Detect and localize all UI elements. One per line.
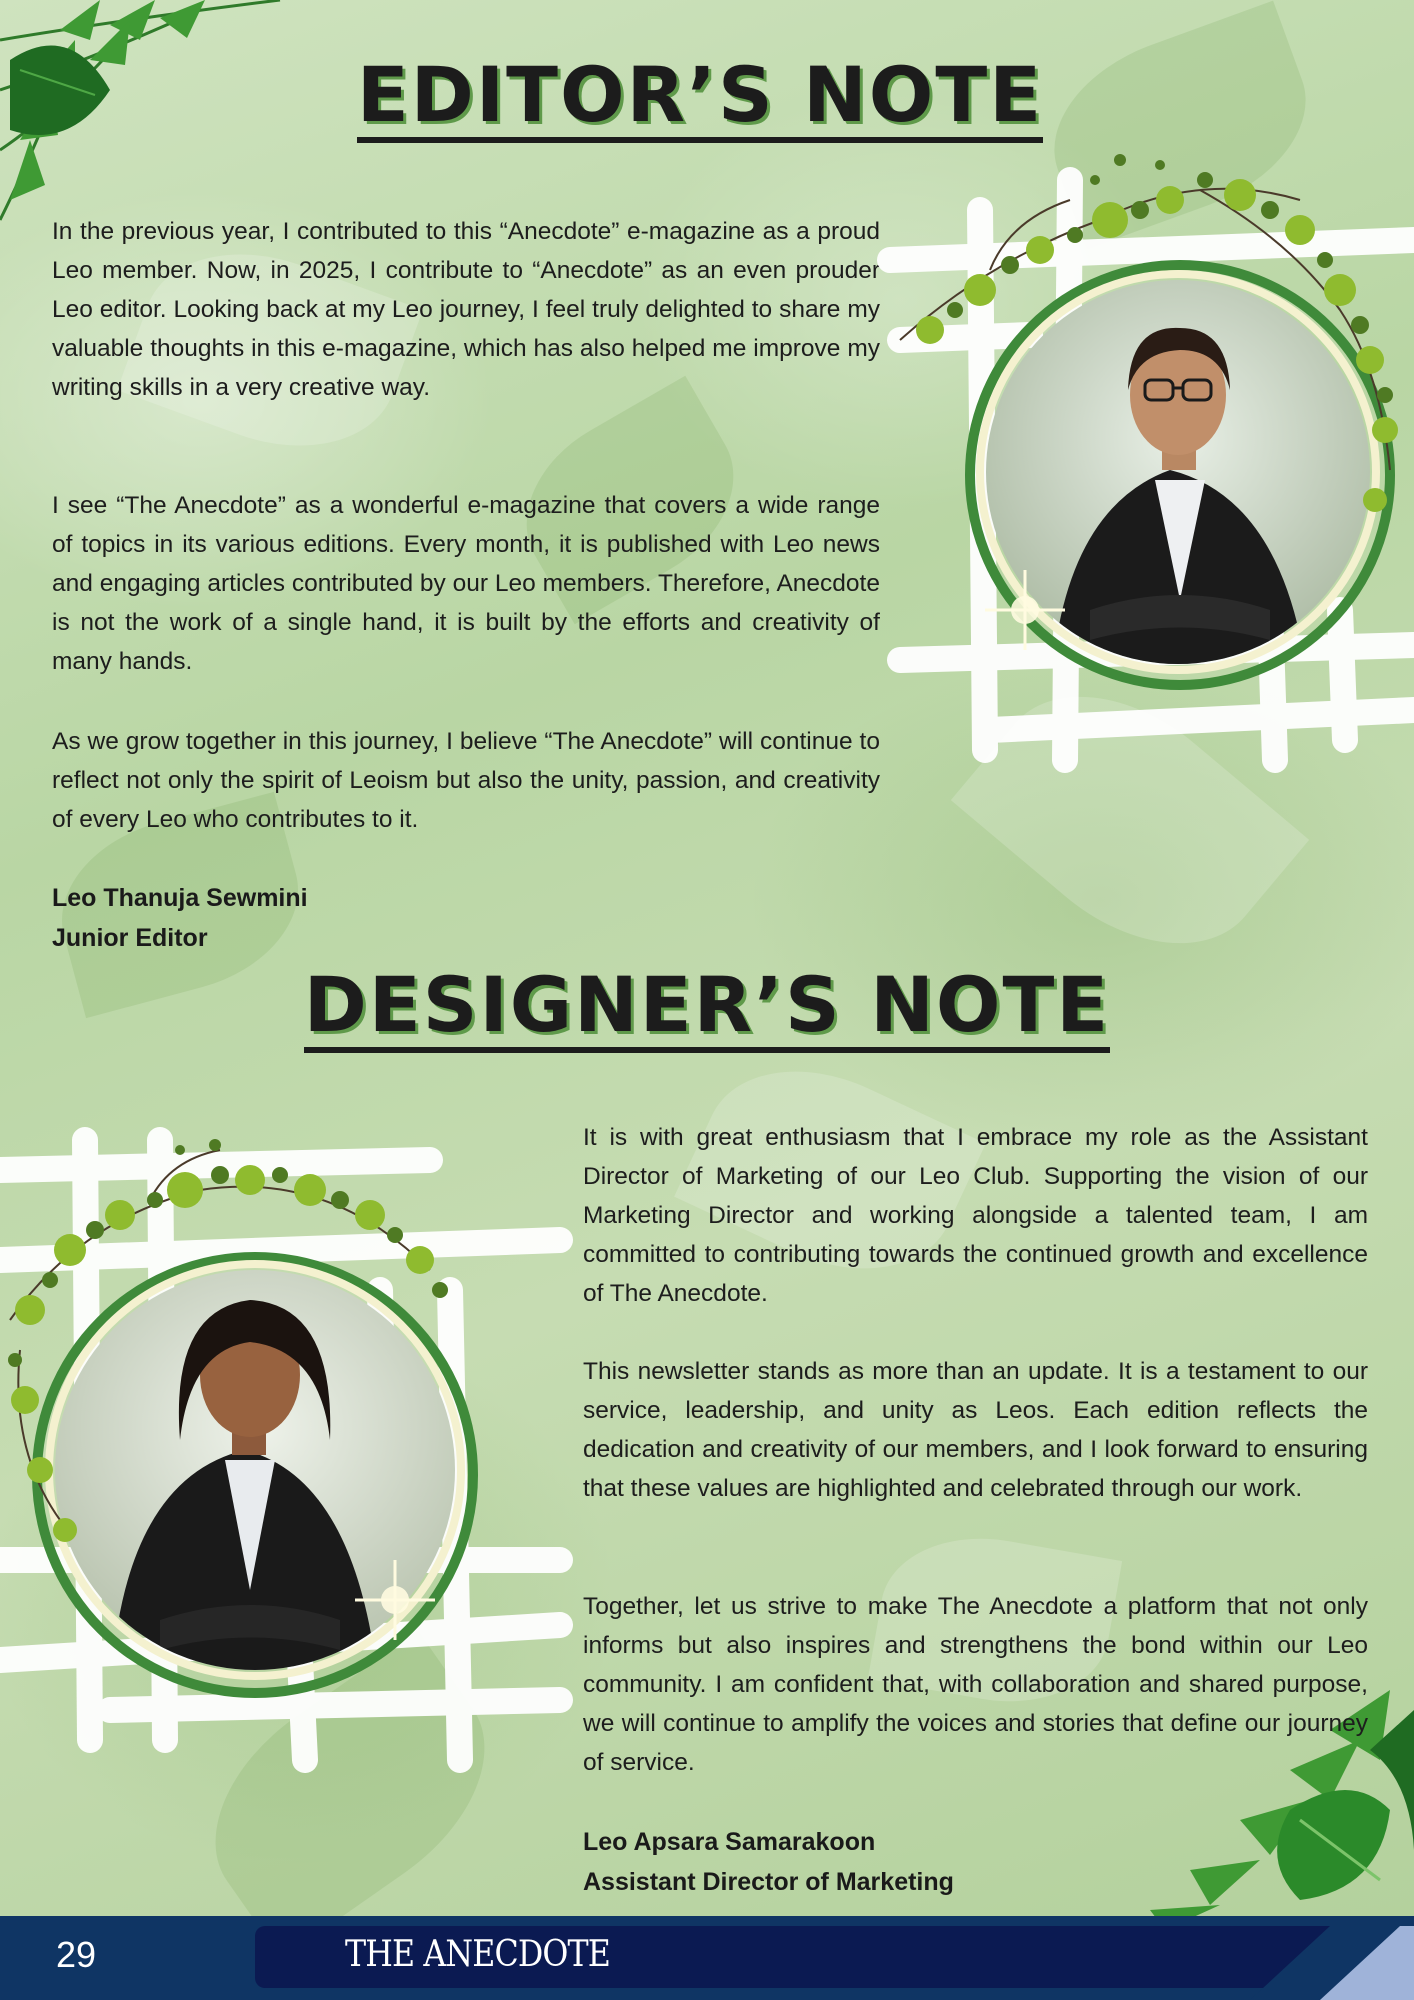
designer-signature-role: Assistant Director of Marketing bbox=[583, 1868, 954, 1896]
designer-photo-frame bbox=[0, 1120, 580, 1780]
designers-paragraph-1: It is with great enthusiasm that I embrace my role as the Assistant Director of Marketing of our Leo Club. Supporting the vision of our Marketing Director and working alongside a talented team, I am committed to contributing towards the continued growth and excellence of The Anecdote. bbox=[583, 1124, 1368, 1307]
editor-signature-role: Junior Editor bbox=[52, 924, 208, 952]
footer-corner-stripes bbox=[1210, 1916, 1414, 2000]
editor-signature-name: Leo Thanuja Sewmini bbox=[52, 884, 308, 912]
editor-portrait bbox=[870, 140, 1414, 780]
magazine-title: THE ANECDOTE bbox=[345, 1934, 610, 1975]
editors-paragraph-1: In the previous year, I contributed to this “Anecdote” e-magazine as a proud Leo member. Now, in 2025, I contribute to “Anecdote” as an even prouder Leo editor. Looking back at my Leo journey, I feel truly delighted to share my valuable thoughts in this e-magazine, which has also helped me improve my writing skills in a very creative way. bbox=[52, 218, 880, 401]
designer-portrait bbox=[0, 1120, 580, 1780]
designers-note-heading bbox=[300, 960, 1114, 1053]
page-number: 29 bbox=[56, 1934, 97, 1975]
designers-paragraph-2: This newsletter stands as more than an update. It is a testament to our service, leadership, and unity as Leos. Each edition reflects the dedication and creativity of our members, and I look forward to ensuring that these values are highlighted and celebrated through our work. bbox=[583, 1358, 1368, 1502]
editors-paragraph-2: I see “The Anecdote” as a wonderful e-magazine that covers a wide range of topics in its various editions. Every month, it is published with Leo news and engaging articles contributed by our Leo members. Therefore, Anecdote is not the work of a single hand, it is built by the efforts and creativity of many hands. bbox=[52, 492, 880, 675]
designers-paragraph-3: Together, let us strive to make The Anecdote a platform that not only informs but also inspires and strengthens the bond within our Leo community. I am confident that, with collaboration and shared purpose, we will continue to amplify the voices and stories that define our journey of service. bbox=[583, 1593, 1368, 1776]
designers-note-heading-text: DESIGNER’S NOTE bbox=[304, 965, 1110, 1053]
editors-note-heading bbox=[300, 50, 1100, 143]
editors-paragraph-3: As we grow together in this journey, I believe “The Anecdote” will continue to reflect not only the spirit of Leoism but also the unity, passion, and creativity of every Leo who contributes to it. bbox=[52, 728, 880, 833]
editor-photo-frame bbox=[870, 140, 1414, 780]
designer-signature-name: Leo Apsara Samarakoon bbox=[583, 1828, 876, 1856]
editors-note-heading-text: EDITOR’S NOTE bbox=[357, 55, 1043, 143]
